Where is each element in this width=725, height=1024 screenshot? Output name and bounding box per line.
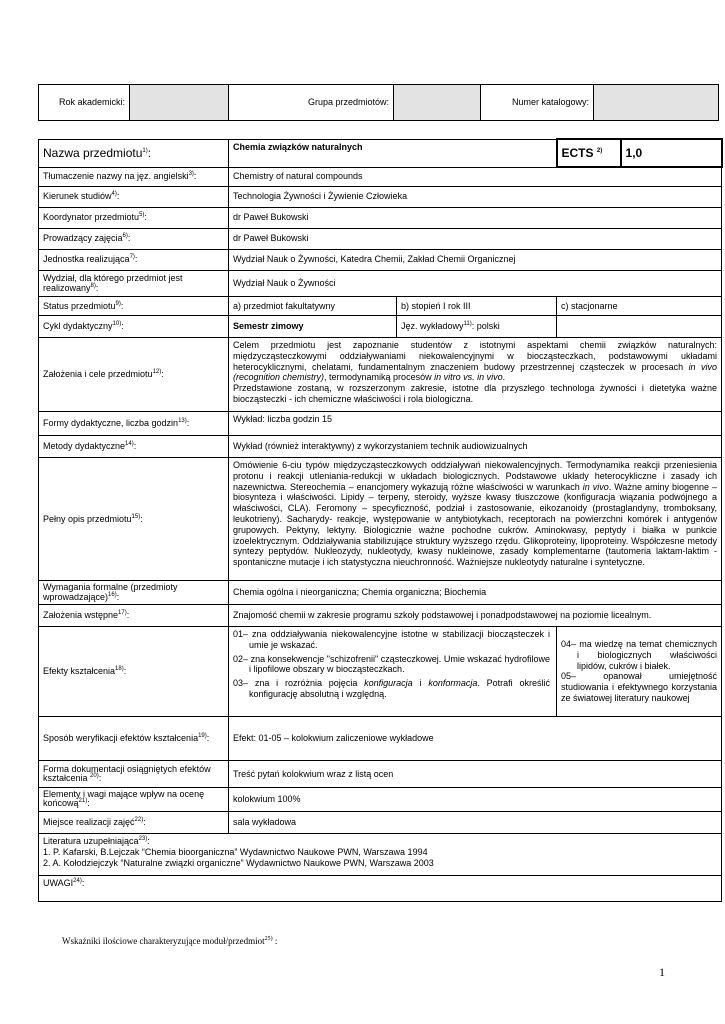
row-zalozenia [39,338,722,412]
row-forma [39,760,722,787]
literatura-label: Literatura uzupełniająca$^{23)}$: [43,835,150,846]
wydzial-label: Wydział, dla którego przedmiot jest realizowany$^{8)}$: [39,270,229,297]
efekty-left [229,626,557,716]
metody-label: Metody dydaktyczne$^{14)}$: [39,436,229,458]
cykl-label: Cykl dydaktyczny$^{10)}$: [39,316,229,338]
row-cykl [39,316,722,338]
row-wydzial [39,270,722,297]
zalozenia-value: Celem przedmiotu jest zapoznanie studentów z istotnymi aspektami chemii związków naturalnych: międzycząsteczkowymi oddziaływaniami niekowalencyjnymi w biocząsteczkach, podstawowymi układami heterocyklicznymi, chelatami, fundamentalnym znaczeniem budowy przestrzennej cząsteczek w procesach in vivo (recognition chemistry), termodynamiką procesów in vitro vs. in vivo. Przedstawione zostaną, w rozszerzonym zakresie, istotne dla przyszłego technologa żywności i dietetyka ważne biocząsteczki - ich chemiczne właściwości i rola biologiczna. [229,338,722,412]
efekty-label: Efekty kształcenia$^{18)}$: [39,626,229,716]
uwagi-cell: UWAGI$^{24)}$: [39,875,722,901]
footer-note: Wskaźniki ilościowe charakteryzujące moduł/przedmiot$^{25)}$ : [62,936,278,946]
sposob-label: Sposób weryfikacji efektów kształcenia$^{19)}$: [39,716,229,760]
row-efekty [39,626,722,716]
rok-label: Rok akademicki: [39,85,130,121]
koordynator-value: dr Paweł Bukowski [229,207,722,228]
zalozenia-label: Założenia i cele przedmiotu$^{12)}$: [39,338,229,412]
ects-value: 1,0 [621,139,722,167]
metody-value: Wykład (również interaktywny) z wykorzystaniem technik audiowizualnych [229,436,722,458]
cykl-value: Semestr zimowy [229,316,397,338]
efekt-01: 01– zna oddziaływania niekowalencyjne istotne w stabilizacji biocząsteczek i umie je wskazać. [233,628,551,650]
grupa-label: Grupa przedmiotów: [229,85,394,121]
ects-label: ECTS $^{2)}$ [557,139,621,167]
page-number: 1 [659,965,665,979]
kierunek-value: Technologia Żywności i Żywienie Człowieka [229,186,722,207]
row-miejsce [39,811,722,833]
prowadzacy-value: dr Paweł Bukowski [229,228,722,249]
zalozenia-wstepne-value: Znajomość chemii w zakresie programu szkoły podstawowej i ponadpodstawowej na poziomie licealnym. [229,604,722,626]
kierunek-label: Kierunek studiów$^{4)}$: [39,186,229,207]
prowadzacy-label: Prowadzący zajęcia$^{6)}$: [39,228,229,249]
numer-field [594,85,719,121]
cykl-empty [557,316,722,338]
row-zalozenia-wstepne [39,604,722,626]
row-literatura [39,833,722,875]
miejsce-label: Miejsce realizacji zajęć$^{22)}$: [39,811,229,833]
rok-field [130,85,229,121]
row-tlumaczenie [39,167,722,186]
wydzial-value: Wydział Nauk o Żywności [229,270,722,297]
row-wymagania [39,581,722,605]
jednostka-value: Wydział Nauk o Żywności, Katedra Chemii, Zakład Chemii Organicznej [229,249,722,270]
opis-value: Omówienie 6-ciu typów międzycząsteczkowych oddziaływań niekowalencyjnych. Termodynamika reakcji przeniesienia protonu i reakcji utleniania-redukcji w układach biologicznych. Podstawowe układy heterocykliczne i zasady ich nazewnictwa. Stereochemia – enancjomery wykazują różne właściwości w warunkach in vivo. Ważne aminy biogenne – biosynteza i właściwości. Lipidy – terpeny, steroidy, wyższe kwasy tłuszczowe (konfiguracja wiązania podwójnego a właściwości, CLA). Feromony – specyficzność, podział i zastosowanie, eikozanoidy (prostaglandyny, tromboksany, leukotrieny). Sacharydy- reakcje, występowanie w antybiotykach, receptorach na powierzchni komórek i antygenów grupowych. Pektyny, lektyny. Biologicznie ważne pochodne cukrów. Aminokwasy, peptydy i białka w punkcie izoelektrycznym. Oddziaływania stabilizujące struktury wyższego rzędu. Glikoproteiny, lipoproteiny. Współczesne metody syntezy peptydów. Nukleozydy, nukleotydy, kwasy nukleinowe, zasady komplementarne (tautomeria laktam-laktim -spontaniczne mutacje i ich statystyczna nieuchronność. Ważniejsze nukleotydy naturalne i syntetyczne. [229,458,722,581]
row-koordynator [39,207,722,228]
row-jednostka [39,249,722,270]
row-metody [39,436,722,458]
jednostka-label: Jednostka realizująca$^{7)}$: [39,249,229,270]
efekt-02: 02– zna konsekwencje "schizofrenii" cząsteczkowej. Umie wskazać hydrofilowe i lipofilowe obszary w biocząsteczkach. [233,653,551,675]
row-status [39,297,722,316]
wymagania-value: Chemia ogólna i nieorganiczna; Chemia organiczna; Biochemia [229,581,722,605]
row-kierunek [39,186,722,207]
elementy-label: Elementy i wagi mające wpływ na ocenę końcową$^{21)}$: [39,787,229,811]
efekt-03: 03– zna i rozróżnia pojęcia konfiguracja i konformacja. Potrafi określić konfigurację absolutną i względną. [233,678,550,699]
nazwa-value: Chemia związków naturalnych [229,139,557,167]
row-uwagi [39,875,722,901]
forma-value: Treść pytań kolokwium wraz z listą ocen [229,760,722,787]
efekt-04: 04– ma wiedzę na temat chemicznych i biologicznych właściwości lipidów, cukrów i białek. [561,639,718,671]
row-prowadzacy [39,228,722,249]
row-nazwa [39,139,722,167]
numer-label: Numer katalogowy: [481,85,594,121]
tlumaczenie-value: Chemistry of natural compounds [229,167,722,186]
efekty-right [557,626,722,716]
zalozenia-wstepne-label: Założenia wstępne$^{17)}$: [39,604,229,626]
grupa-field [394,85,481,121]
row-elementy [39,787,722,811]
elementy-value: kolokwium 100% [229,787,722,811]
status-label: Status przedmiotu$^{9)}$: [39,297,229,316]
row-formy [39,412,722,436]
status-c: c) stacjonarne [557,297,722,316]
formy-value: Wykład: liczba godzin 15 [229,412,722,436]
efekt-05: 05– opanował umiejętność studiowania i efektywnego korzystania ze światowej literatury naukowej [561,671,718,704]
wymagania-label: Wymagania formalne (przedmioty wprowadzające)$^{16)}$: [39,581,229,605]
miejsce-value: sala wykładowa [229,811,722,833]
nazwa-label: Nazwa przedmiotu$^{1)}$: [39,139,229,167]
formy-label: Formy dydaktyczne, liczba godzin$^{13)}$: [39,412,229,436]
literatura-cell [39,833,722,875]
sposob-value: Efekt: 01-05 – kolokwium zaliczeniowe wykładowe [229,716,722,760]
jezyk-value: Jęz. wykładowy$^{11)}$: polski [397,316,557,338]
literatura-item: 2. A. Kołodziejczyk “Naturalne związki organiczne” Wydawnictwo Naukowe PWN, Warszawa 2003 [43,857,434,868]
header-table [38,84,719,121]
status-b: b) stopień I rok III [397,297,557,316]
literatura-item: 1. P. Kafarski, B.Lejczak “Chemia bioorganiczna” Wydawnictwo Naukowe PWN, Warszawa 1994 [43,846,428,857]
koordynator-label: Koordynator przedmiotu$^{5)}$: [39,207,229,228]
syllabus-table [38,138,723,902]
row-opis [39,458,722,581]
opis-label: Pełny opis przedmiotu$^{15)}$: [39,458,229,581]
forma-label: Forma dokumentacji osiągniętych efektów kształcenia $^{20)}$: [39,760,229,787]
tlumaczenie-label: Tłumaczenie nazwy na jęz. angielski$^{3)}$: [39,167,229,186]
row-sposob [39,716,722,760]
status-a: a) przedmiot fakultatywny [229,297,397,316]
